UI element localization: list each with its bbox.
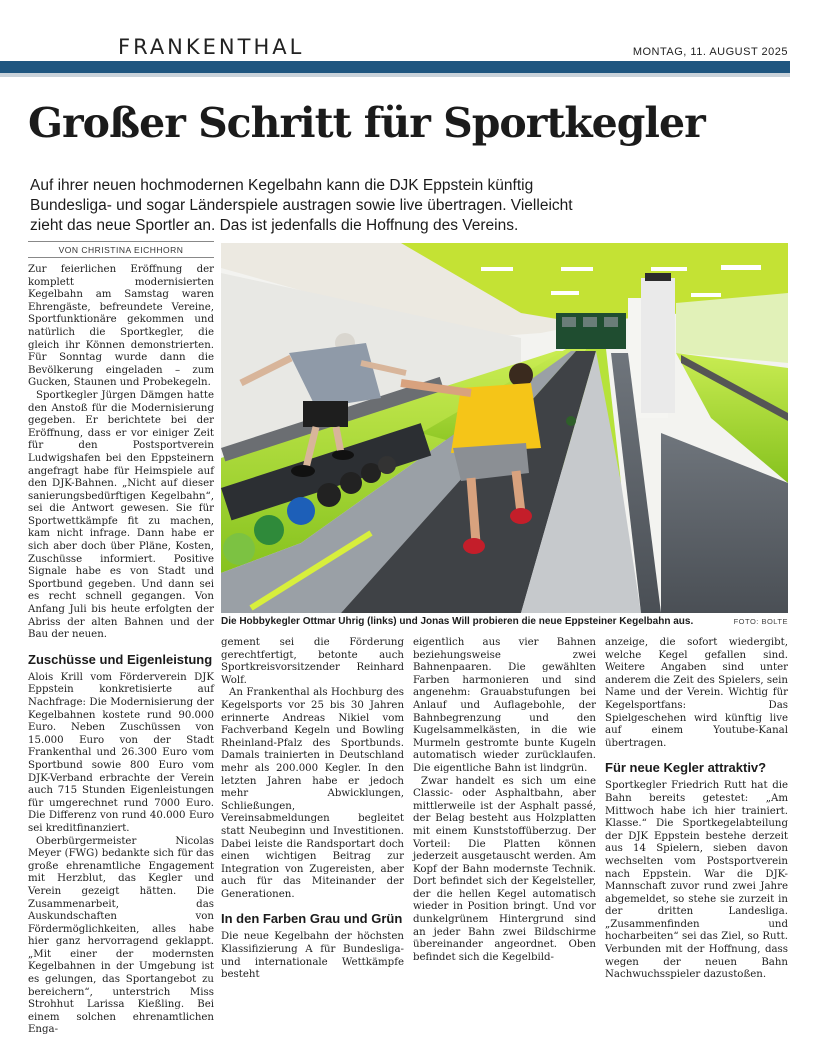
paragraph: Alois Krill vom Förderverein DJK Eppstein konkretisierte auf Nachfrage: Die Modernisierung der Kegelbahnen kostete rund 90.000 Euro. Neben Zuschüssen von 15.000 Euro von der Stadt Frankenthal und 26.300 Euro vom Sportbund sowie 800 Euro vom DJK-Verband erbrachte der Verein auch 715 Stunden Eigenleistungen für umgerechnet rund 7000 Euro. Die Differenz von rund 40.000 Euro sei kreditfinanziert. [28,671,214,834]
article-column-3 [413,637,596,964]
byline: VON CHRISTINA EICHHORN [28,241,214,258]
section-title: FRANKENTHAL [118,35,305,59]
bowling-alley-photo [221,243,788,613]
article-column-2 [221,637,404,982]
article-column-1 [28,264,214,1037]
paragraph: eigentlich aus vier Bahnen beziehungsweise zwei Bahnenpaaren. Die gewählten Farben harmonieren und sind angenehm: Grauabstufungen bei Anlauf und Auflagebohle, der Bahnbegrenzung und den Kugelsammelkästen, in die wie Murmeln gestromte bunte Kugeln automatisch wieder zurücklaufen. Die eigentliche Bahn ist lindgrün. [413,637,596,774]
paragraph: gement sei die Förderung gerechtfertigt, betonte auch Sportkreisvorsitzender Reinhard Wolf. [221,637,404,686]
paragraph: anzeige, die sofort wiedergibt, welche Kegel gefallen sind. Weitere Angaben sind unter anderem die Zeit des Spielers, sein Name und der Verein. Wichtig für Kegelsportfans: Das Spielgeschehen wird künftig live auf einem Youtube-Kanal übertragen. [605,637,788,749]
paragraph: Zur feierlichen Eröffnung der komplett modernisierten Kegelbahn am Samstag waren Ehrengäste, befreundete Vereine, Sportfunktionäre gekommen und natürlich die Sportkegler, die gleich ihr Können demonstrierten. Für Sonntag wurde dann die Bevölkerung eingeladen – zum Gucken, Staunen und Probekegeln. [28,264,214,389]
deck-text: Auf ihrer neuen hochmodernen Kegelbahn kann die DJK Eppstein künftig Bundesliga- und sogar Länderspiele austragen sowie live übertragen. Vielleicht zieht das neue Sportler an. Das ist jedenfalls die Hoffnung des Vereins. [30,177,573,234]
paragraph: Sportkegler Friedrich Rutt hat die Bahn bereits getestet: „Am Mittwoch habe ich hier trainiert. Klasse.“ Die Sportkegelabteilung der DJK Eppstein bestehe derzeit aus 14 Spielern, sieben davon wechselten vom Postsportverein nach Eppstein. War die DJK-Mannschaft zuvor rund zwei Jahre abgemeldet, so stehe sie zurzeit in der dritten Landesliga. „Zusammenfinden und hocharbeiten“ sei das Ziel, so Rutt. Verbunden mit der Hoffnung, dass wegen der neuen Bahn Nachwuchsspieler dazustoßen. [605,780,788,981]
paragraph: Sportkegler Jürgen Dämgen hatte den Anstoß für die Modernisierung gegeben. Er berichtete bei der Eröffnung, dass er vor einiger Zeit für den Postsportverein Ludwigshafen bei den Eppsteinern angefragt habe für Heimspiele auf den DJK-Bahnen. „Nicht auf dieser sanierungsbedürftigen Kegelbahn“, sei die Antwort gewesen. Sie für Sportwettkämpfe fit zu machen, kam nicht infrage. Dann habe er sich aber doch über Pläne, Kosten, Zuschüsse informiert. Positive Signale habe es von Stadt und Sportbund gegeben. Und dann sei es recht schnell gegangen. Von Anfang Juli bis heute erfolgten der Abriss der alten Bahnen und der Bau der neuen. [28,389,214,641]
subheading: Für neue Kegler attraktiv? [605,760,767,776]
paragraph: Zwar handelt es sich um eine Classic- oder Asphaltbahn, aber mittlerweile ist der Asphalt passé, der Belag besteht aus Holzplatten mit einem Kunststoffüberzug. Der Vorteil: Die Platten können jederzeit ausgetauscht werden. Am Kopf der Bahn modernste Technik. Dort befindet sich der Kegelsteller, der die hellen Kegel automatisch wieder in Position bringt. Und vor dunkelgrünem Hintergrund sind an jeder Bahn zwei Bildschirme übereinander angeordnet. Oben befindet sich die Kegelbild- [413,775,596,963]
issue-date: MONTAG, 11. AUGUST 2025 [632,46,788,58]
masthead-rule-shadow [0,73,790,77]
photo-credit: FOTO: BOLTE [733,617,788,626]
subheading: In den Farben Grau und Grün [221,911,403,927]
article-column-4 [605,637,788,982]
paragraph: An Frankenthal als Hochburg des Kegelsports vor 25 bis 30 Jahren erinnerte Andreas Nikiel vom Fachverband Kegeln und Bowling Rheinland-Pfalz des Sportbunds. Damals trainierten in Deutschland mehr als 200.000 Kegler. In den letzten Jahren habe er jedoch mehr Abwicklungen, Schließungen, Vereinsabmeldungen begleitet statt Neubeginn und Investitionen. Dabei leiste die Randsportart doch einen wichtigen Beitrag zur Integration von Zugereisten, aber auch für das Miteinander der Generationen. [221,687,404,900]
photo-caption [221,616,788,627]
headline: Großer Schritt für Sportkegler [28,99,705,147]
masthead-rule [0,61,790,73]
subheading: Zuschüsse und Eigenleistung [28,651,213,667]
paragraph: Oberbürgermeister Nicolas Meyer (FWG) bedankte sich für das große ehrenamtliche Engagement mit Herzblut, das Kegler und Verein gezeigt hätten. Die Zusammenarbeit, das Auskundschaften von Fördermöglichkeiten, alles habe hier ganz hervorragend geklappt. „Mit einer der modernsten Kegelbahnen in der Umgebung ist es gelungen, das Sportangebot zu bereichern“, unterstrich Miss Strohhut Larissa Kießling. Bei einem solchen ehrenamtlichen Enga- [28,835,214,1036]
caption-text: Die Hobbykegler Ottmar Uhrig (links) und Jonas Will probieren die neue Eppsteiner Kegelbahn aus. [221,616,694,627]
paragraph: Die neue Kegelbahn der höchsten Klassifizierung A für Bundesliga- und internationale Wettkämpfe besteht [221,931,404,981]
